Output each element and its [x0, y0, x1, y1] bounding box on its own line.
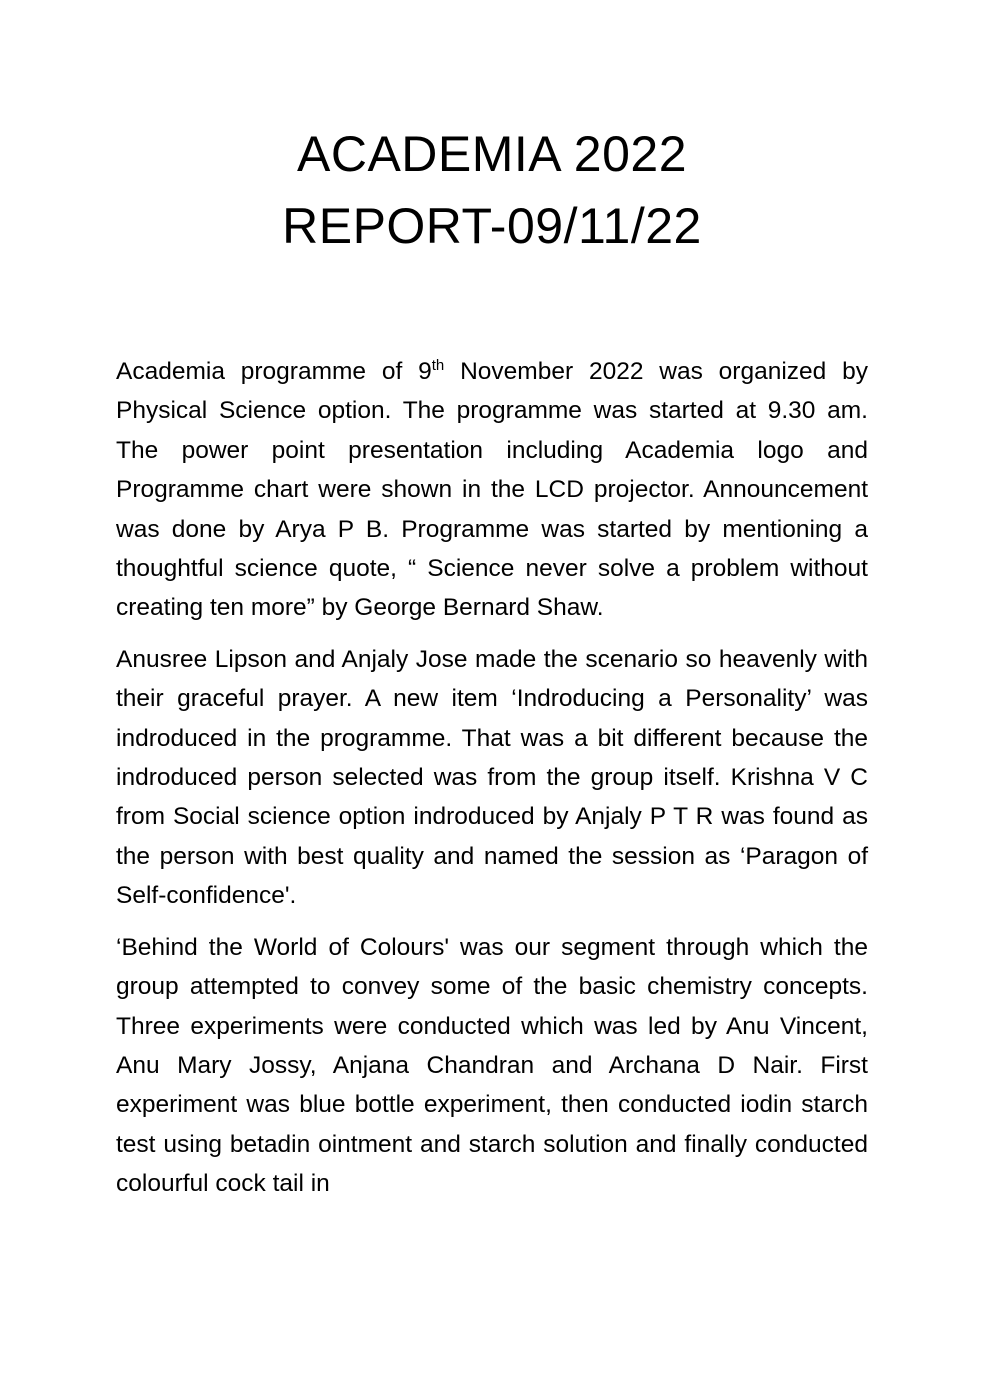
- ordinal-suffix: th: [431, 356, 445, 374]
- report-date-heading: REPORT-09/11/22: [282, 198, 702, 254]
- paragraph-intro-rest: November 2022 was organized by Physical Science option. The programme was started at 9.30 am. The power point presentation including Academia logo and Programme chart were shown in the LCD projector. Announcement was done by Arya P B. Programme was started by mentioning a thoughtful science quote, “ Science never solve a problem without creating ten more” by George Bernard Shaw.: [116, 358, 868, 622]
- title-block: [0, 118, 984, 262]
- paragraph-experiments: ‘Behind the World of Colours' was our segment through which the group attempted to convey some of the basic chemistry concepts. Three experiments were conducted which was led by Anu Vincent, Anu Mary Jossy, Anjana Chandran and Archana D Nair. First experiment was blue bottle experiment, then conducted iodin starch test using betadin ointment and starch solution and finally conducted colourful cock tail in: [116, 933, 868, 1198]
- paragraph-intro-start: Academia programme of 9: [116, 358, 432, 385]
- page-title: ACADEMIA 2022: [296, 126, 688, 182]
- report-body: [116, 352, 868, 1216]
- paragraph-prayer-personality: Anusree Lipson and Anjaly Jose made the scenario so heavenly with their graceful prayer. A new item ‘Indroducing a Personality’ was indroduced in the programme. That was a bit different because the indroduced person selected was from the group itself. Krishna V C from Social science option indroduced by Anjaly P T R was found as the person with best quality and named the session as ‘Paragon of Self-confidence'.: [116, 645, 868, 910]
- paragraph-intro: [116, 352, 868, 628]
